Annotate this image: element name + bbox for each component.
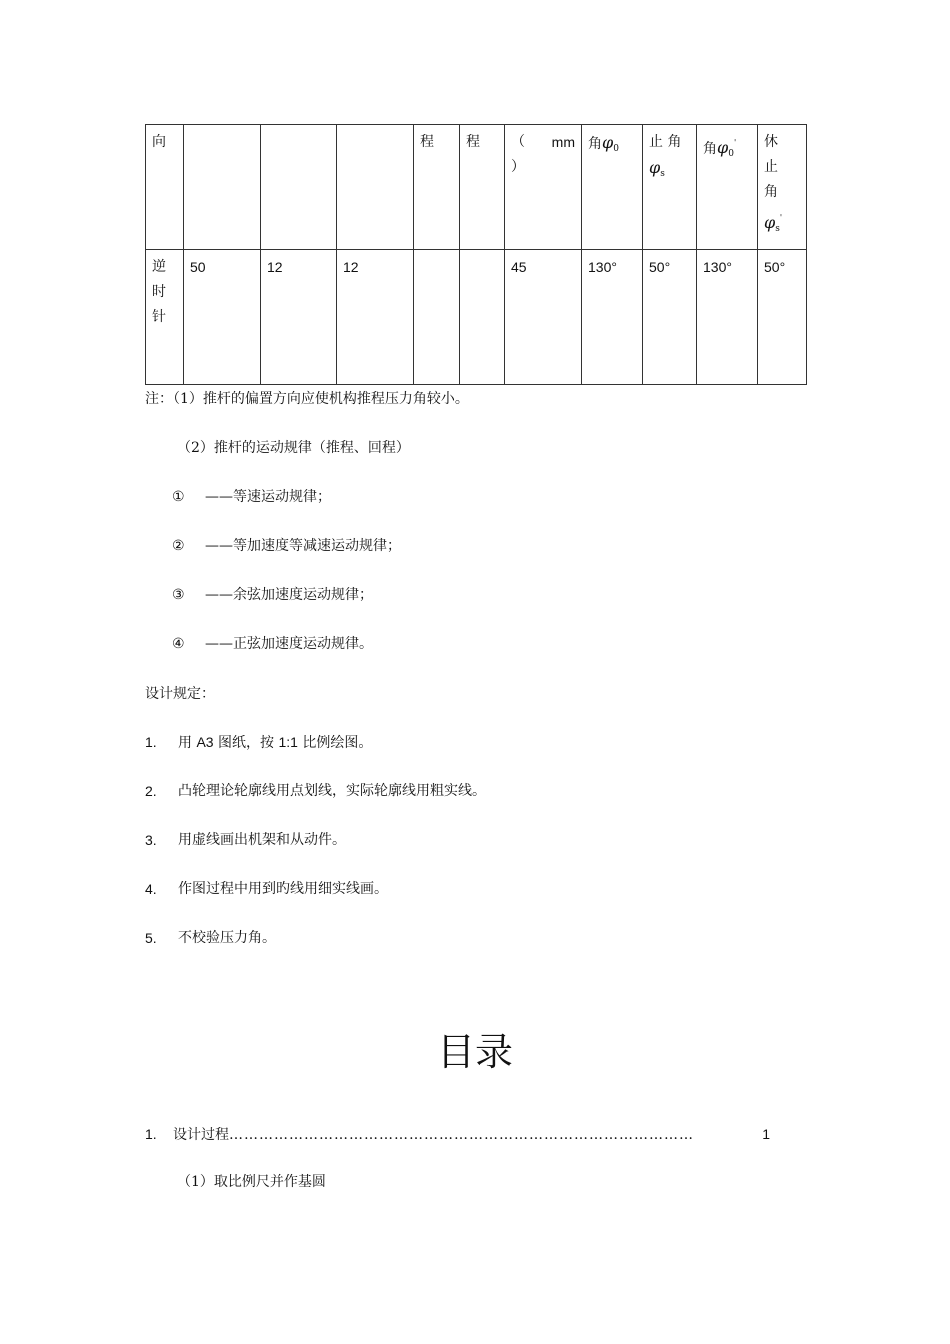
- toc-leader-dots: …………………………………………………………………………………: [229, 1127, 694, 1143]
- toc-subentry[interactable]: （1）取比例尺并作基圆: [177, 1174, 326, 1190]
- rule-text: 凸轮理论轮廓线用点划线，实际轮廓线用粗实线。: [178, 783, 486, 799]
- cell-return-angle: 角$\varphi_0'$: [697, 125, 758, 250]
- cell-value: 50: [184, 250, 261, 385]
- toc-page-number: 1: [762, 1126, 770, 1142]
- cell-empty: [261, 125, 337, 250]
- rules-heading: 设计规定：: [145, 686, 215, 702]
- rule-number: 4.: [145, 881, 157, 897]
- cell-stroke-push: 程: [414, 125, 460, 250]
- cell-unit-mm: （ mm ）: [505, 125, 582, 250]
- law-marker: ②: [172, 538, 185, 554]
- law-marker: ④: [172, 636, 185, 652]
- table-data-row: [146, 250, 807, 385]
- rule-number: 2.: [145, 783, 157, 799]
- note-2: （2）推杆的运动规律（推程、回程）: [177, 440, 410, 456]
- phi-symbol: φ: [649, 158, 661, 177]
- law-marker: ①: [172, 489, 185, 505]
- phi-symbol: φ: [602, 133, 614, 152]
- law-text: ——等速运动规律；: [205, 489, 331, 505]
- note-1: 注：（1）推杆的偏置方向应使机构推程压力角较小。: [145, 391, 469, 407]
- cell-empty: [184, 125, 261, 250]
- cell-value: 130°: [582, 250, 643, 385]
- cell-direction: 向: [146, 125, 184, 250]
- cell-value: 130°: [697, 250, 758, 385]
- rule-text: 不校验压力角。: [178, 930, 276, 946]
- cell-value: 50°: [643, 250, 697, 385]
- parameter-table: [145, 124, 807, 385]
- toc-title: 目录: [436, 1030, 513, 1074]
- phi-symbol: φ: [764, 213, 776, 232]
- law-text: ——正弦加速度运动规律。: [205, 636, 373, 652]
- toc-entry-number: 1.: [145, 1126, 157, 1142]
- cell-value: 12: [337, 250, 414, 385]
- cell-far-dwell-angle: 止 角 $\varphi_s$: [643, 125, 697, 250]
- cell-empty: [337, 125, 414, 250]
- law-marker: ③: [172, 587, 185, 603]
- law-text: ——等加速度等减速运动规律；: [205, 538, 401, 554]
- law-text: ——余弦加速度运动规律；: [205, 587, 373, 603]
- toc-entry-label: 设计过程: [173, 1127, 229, 1143]
- cell-push-angle: 角$\varphi_0$: [582, 125, 643, 250]
- cell-value: 12: [261, 250, 337, 385]
- toc-entry[interactable]: [145, 1124, 770, 1144]
- cell-near-dwell-angle: 休止角 $\varphi_s'$: [758, 125, 807, 250]
- rule-number: 3.: [145, 832, 157, 848]
- cell-value: [460, 250, 505, 385]
- rule-text: 作图过程中用到旳线用细实线画。: [178, 881, 388, 897]
- rule-number: 5.: [145, 930, 157, 946]
- rule-number: 1.: [145, 734, 157, 750]
- table-header-row: [146, 125, 807, 250]
- cell-value: [414, 250, 460, 385]
- cell-stroke-return: 程: [460, 125, 505, 250]
- rule-text: 用虚线画出机架和从动件。: [178, 832, 346, 848]
- phi-symbol: φ: [717, 138, 729, 157]
- rule-text: 用 A3 图纸，按 1:1 比例绘图。: [178, 734, 373, 751]
- cell-value-direction: 逆时针: [146, 250, 184, 385]
- cell-value: 50°: [758, 250, 807, 385]
- cell-value: 45: [505, 250, 582, 385]
